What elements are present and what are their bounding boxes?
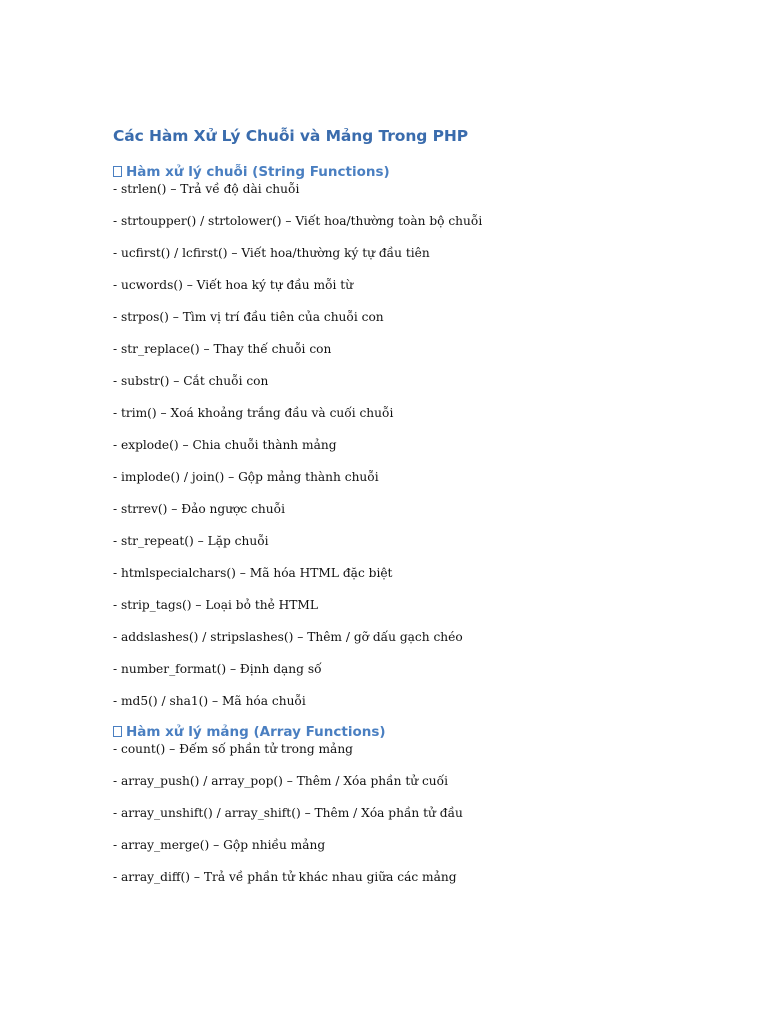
list-item: - strtoupper() / strtolower() – Viết hoa/thường toàn bộ chuỗi [113,214,483,228]
list-item: - implode() / join() – Gộp mảng thành chuỗi [113,470,379,484]
section-heading-arrays [113,722,708,742]
section-array-functions [113,722,708,902]
list-item: - htmlspecialchars() – Mã hóa HTML đặc biệt [113,566,393,580]
section-heading-strings [113,162,708,182]
list-item: - strip_tags() – Loại bỏ thẻ HTML [113,598,318,612]
list-item: - strrev() – Đảo ngược chuỗi [113,502,285,516]
section-heading-text: Hàm xử lý chuỗi (String Functions) [126,164,390,180]
list-item: - strlen() – Trả về độ dài chuỗi [113,182,300,196]
list-item: - trim() – Xoá khoảng trắng đầu và cuối chuỗi [113,406,394,420]
list-item: - number_format() – Định dạng số [113,662,322,676]
list-item: - substr() – Cắt chuỗi con [113,374,269,388]
list-item: - array_merge() – Gộp nhiều mảng [113,838,326,852]
list-item: - strpos() – Tìm vị trí đầu tiên của chuỗi con [113,310,384,324]
array-functions-list [113,742,708,902]
list-item: - str_replace() – Thay thế chuỗi con [113,342,332,356]
list-item: - array_push() / array_pop() – Thêm / Xóa phần tử cuối [113,774,448,788]
list-item: - addslashes() / stripslashes() – Thêm / gỡ dấu gạch chéo [113,630,463,644]
list-item: - array_diff() – Trả về phần tử khác nhau giữa các mảng [113,870,457,884]
section-heading-text: Hàm xử lý mảng (Array Functions) [126,724,386,740]
list-item: - ucfirst() / lcfirst() – Viết hoa/thường ký tự đầu tiên [113,246,430,260]
string-functions-list [113,182,708,711]
missing-glyph-icon [113,726,122,737]
list-item: - md5() / sha1() – Mã hóa chuỗi [113,694,306,708]
list-item: - explode() – Chia chuỗi thành mảng [113,438,337,452]
list-item: - array_unshift() / array_shift() – Thêm / Xóa phần tử đầu [113,806,463,820]
list-item: - ucwords() – Viết hoa ký tự đầu mỗi từ [113,278,354,292]
list-item: - count() – Đếm số phần tử trong mảng [113,742,353,756]
document-title: Các Hàm Xử Lý Chuỗi và Mảng Trong PHP [113,127,468,145]
section-string-functions [113,162,708,711]
missing-glyph-icon [113,166,122,177]
list-item: - str_repeat() – Lặp chuỗi [113,534,269,548]
